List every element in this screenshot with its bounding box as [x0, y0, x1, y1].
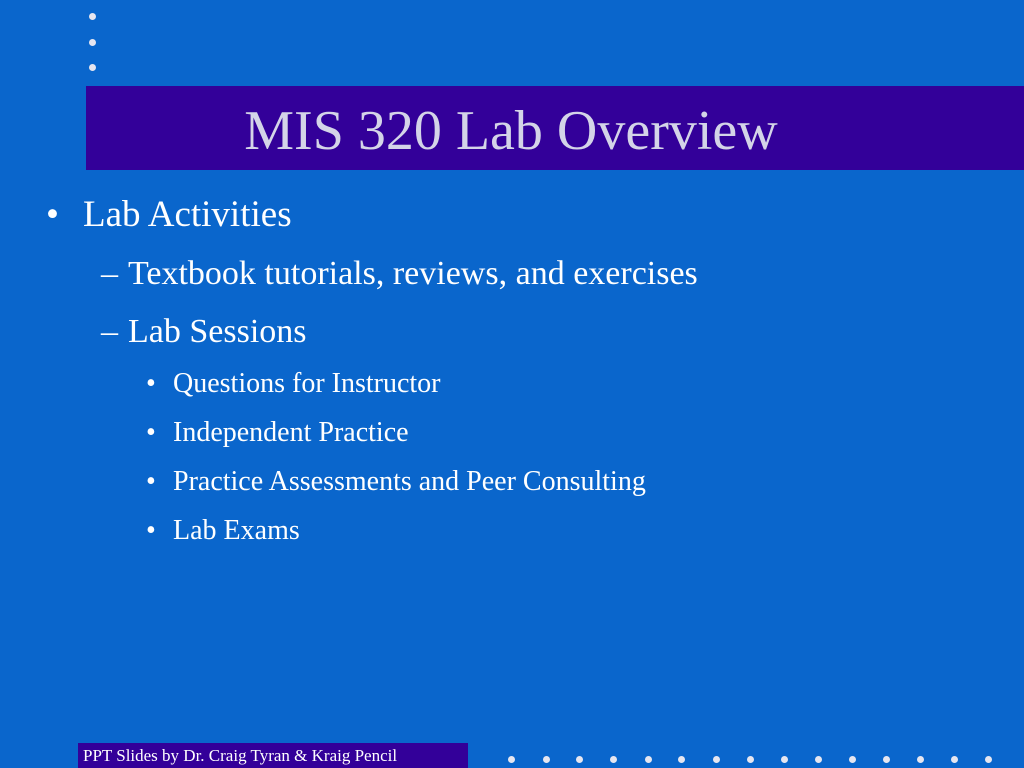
decorative-dot [678, 756, 685, 763]
decorative-dot [543, 756, 550, 763]
decorative-dot [645, 756, 652, 763]
slide-title: MIS 320 Lab Overview [244, 100, 778, 162]
bullet-practice-assessments: Practice Assessments and Peer Consulting [173, 466, 646, 497]
decorative-dot [508, 756, 515, 763]
bullet-lab-activities: Lab Activities [83, 194, 292, 235]
decorative-dot [815, 756, 822, 763]
decorative-dot [917, 756, 924, 763]
bullet-textbook-tutorials: Textbook tutorials, reviews, and exercises [128, 255, 698, 292]
dash-marker: – [101, 255, 118, 292]
bullet-lab-sessions: Lab Sessions [128, 313, 307, 350]
bullet-marker: • [146, 417, 156, 448]
decorative-dot [89, 39, 96, 46]
bullet-marker: • [46, 194, 59, 235]
decorative-dot [849, 756, 856, 763]
bullet-marker: • [146, 368, 156, 399]
decorative-dot [713, 756, 720, 763]
bullet-independent-practice: Independent Practice [173, 417, 409, 448]
decorative-dot [89, 13, 96, 20]
footer-credit: PPT Slides by Dr. Craig Tyran & Kraig Pencil [83, 746, 398, 765]
decorative-dot [951, 756, 958, 763]
bullet-lab-exams: Lab Exams [173, 515, 300, 546]
decorative-dot [883, 756, 890, 763]
bullet-questions-for-instructor: Questions for Instructor [173, 368, 441, 399]
decorative-dot [610, 756, 617, 763]
dash-marker: – [101, 313, 118, 350]
decorative-dot [747, 756, 754, 763]
decorative-dot [985, 756, 992, 763]
decorative-dot [781, 756, 788, 763]
bullet-marker: • [146, 466, 156, 497]
decorative-dot [576, 756, 583, 763]
bullet-marker: • [146, 515, 156, 546]
decorative-dot [89, 64, 96, 71]
